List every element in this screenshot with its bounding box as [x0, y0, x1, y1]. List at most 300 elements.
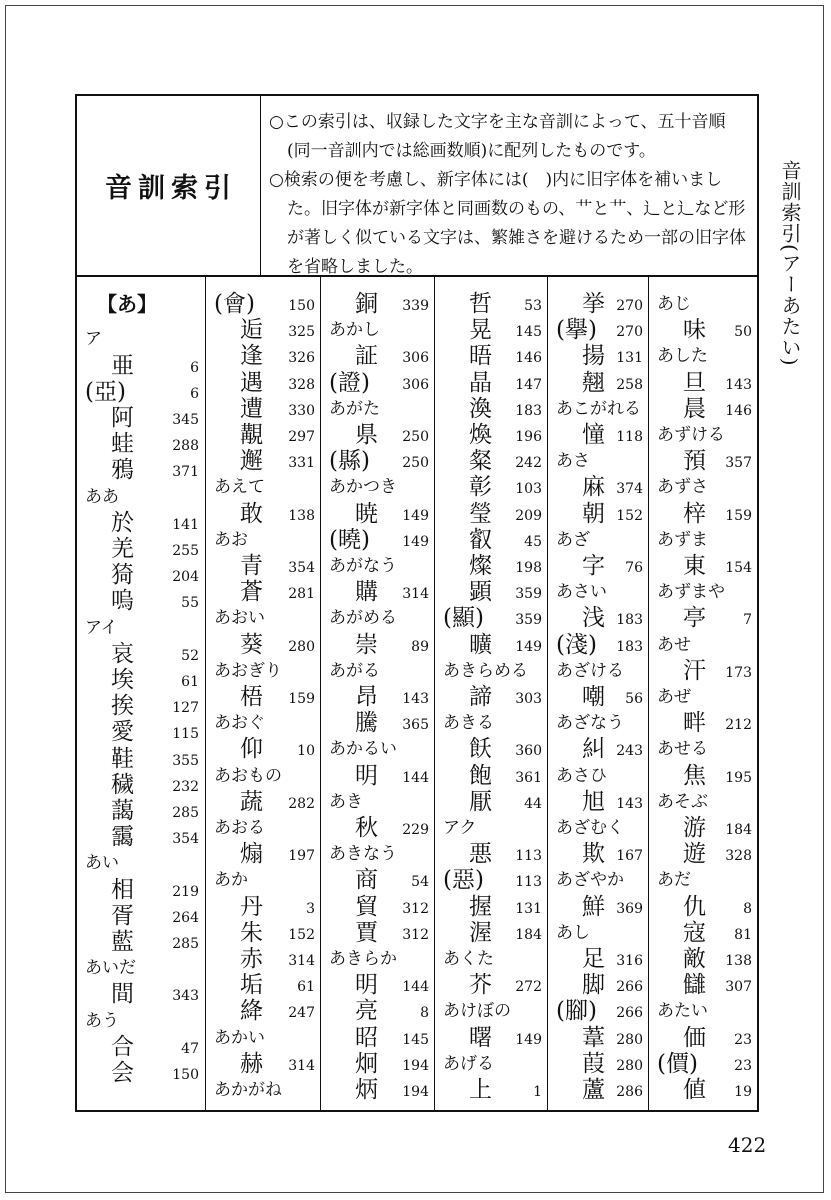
index-entry: [548, 841, 649, 867]
kanji-character: 煥: [469, 422, 492, 448]
page-ref: 183: [515, 402, 542, 419]
page-ref: 194: [402, 1084, 429, 1100]
index-entry: [321, 632, 435, 658]
reading-heading: あかがね: [214, 1080, 282, 1100]
page-ref: 314: [288, 953, 315, 969]
page-ref: 115: [172, 726, 199, 743]
kanji-character: 蛙: [111, 431, 134, 458]
kanji-character: 鮮: [582, 893, 605, 920]
kanji-character: 購: [355, 579, 378, 606]
index-entry: [321, 763, 435, 789]
page-ref: 272: [515, 979, 542, 996]
page-ref: 316: [616, 953, 643, 969]
kanji-character: 証: [355, 343, 378, 370]
page-ref: 303: [515, 691, 542, 707]
page-ref: 354: [172, 831, 199, 848]
index-entry: [77, 719, 205, 745]
page-ref: 154: [725, 560, 752, 576]
page-ref: 53: [524, 298, 542, 314]
index-entry: [548, 291, 649, 317]
index-entry: [77, 1060, 205, 1086]
page-ref: 328: [725, 848, 752, 865]
page-ref: 19: [734, 1084, 752, 1100]
reading-heading: あがる: [329, 660, 380, 681]
index-entry: [548, 422, 649, 448]
page-ref: 138: [725, 953, 752, 969]
kanji-character: 穢: [111, 771, 134, 798]
index-entry: [548, 1051, 649, 1077]
index-entry: [206, 501, 321, 527]
index-entry: [435, 867, 548, 893]
kanji-character: 藹: [111, 797, 134, 824]
index-entry: [435, 474, 548, 500]
index-entry: [321, 422, 435, 448]
page-ref: 145: [515, 324, 542, 341]
reading-heading: あきらめる: [443, 660, 528, 681]
kanji-character: 晨: [683, 395, 706, 422]
index-entry: [649, 972, 758, 998]
kanji-character: 朝: [582, 500, 605, 527]
page-ref: 360: [515, 743, 542, 760]
page-ref: 61: [181, 673, 199, 690]
kanji-character: 渙: [469, 395, 492, 422]
kanji-character: 合: [111, 1033, 134, 1060]
page-ref: 118: [616, 429, 643, 445]
reading-heading: あがた: [329, 398, 380, 419]
page-ref: 145: [402, 1031, 429, 1048]
reading-heading: あいだ: [85, 958, 136, 979]
index-entry: [206, 684, 321, 710]
index-entry: [206, 632, 321, 658]
index-entry: [548, 1077, 649, 1103]
index-entry: [206, 317, 321, 343]
reading-heading: あがなう: [329, 556, 397, 576]
page-ref: 113: [515, 874, 542, 891]
index-box: [75, 94, 759, 1112]
page-ref: 330: [288, 402, 315, 419]
page-ref: 297: [288, 429, 315, 445]
kanji-character: 貿: [355, 893, 378, 920]
kanji-character: 字: [582, 553, 605, 579]
index-entry: [206, 736, 321, 762]
reading-heading: あげる: [443, 1053, 494, 1074]
page-ref: 149: [515, 1031, 542, 1048]
index-entry: [649, 841, 758, 867]
index-entry: [321, 684, 435, 710]
index-entry: [206, 370, 321, 396]
kanji-character: 讎: [683, 972, 706, 999]
index-entry: [435, 1077, 548, 1103]
kanji-character: 赤: [240, 946, 263, 972]
index-entry: [206, 343, 321, 369]
index-entry: [77, 929, 205, 955]
kanji-character: 飫: [469, 736, 492, 763]
page-ref: 23: [734, 1031, 752, 1048]
kanji-character: 亭: [683, 605, 706, 632]
index-entry: [321, 815, 435, 841]
reading-heading: あくた: [443, 949, 494, 969]
index-entry: [548, 317, 649, 343]
kanji-character: 垢: [240, 972, 263, 999]
page-ref: 1: [533, 1084, 542, 1100]
reading-heading: あずさ: [657, 477, 708, 498]
index-entry: [435, 841, 548, 867]
kanji-character: 寇: [683, 919, 706, 946]
kanji-character: 葵: [240, 631, 263, 658]
kanji-character: 叡: [469, 526, 492, 553]
kanji-character: 秋: [355, 815, 378, 841]
reading-heading: あお: [214, 529, 248, 550]
reading-heading: あずまや: [657, 582, 725, 603]
index-entry: [649, 894, 758, 920]
kanji-character: 厭: [469, 788, 492, 815]
index-entry: [649, 317, 758, 343]
kanji-character: 埃: [111, 666, 134, 693]
page-ref: 144: [402, 769, 429, 786]
index-entry: [435, 1025, 548, 1051]
index-entry: [77, 588, 205, 614]
page-ref: 331: [288, 455, 315, 472]
page-ref: 8: [743, 900, 752, 917]
kanji-character: 畔: [683, 710, 706, 737]
kanji-character: 鞋: [111, 745, 134, 772]
page-ref: 138: [288, 507, 315, 524]
reading-heading: あおぎり: [214, 660, 282, 681]
index-entry: [548, 343, 649, 369]
kanji-character: 旭: [582, 788, 605, 815]
kanji-character: 絳: [240, 998, 263, 1025]
reading-heading: あおい: [214, 608, 265, 629]
page-ref: 184: [725, 822, 752, 838]
index-entry: [77, 353, 205, 379]
index-entry: [649, 658, 758, 684]
index-entry: [206, 1051, 321, 1077]
index-entry: [435, 894, 548, 920]
index-column: [434, 277, 548, 1112]
kanji-character: 騰: [355, 710, 378, 737]
reading-heading: あずま: [657, 529, 708, 550]
reading-heading: あずける: [657, 425, 725, 445]
index-entry: [435, 763, 548, 789]
page-ref: 357: [725, 455, 752, 472]
kanji-character: 胥: [111, 902, 134, 929]
kanji-character: (顯): [443, 605, 484, 632]
index-entry: [435, 605, 548, 631]
kanji-character: 逅: [240, 317, 263, 344]
reading-heading: あこがれる: [556, 398, 641, 419]
index-entry: [77, 536, 205, 562]
page-ref: 288: [172, 438, 199, 455]
page-ref: 150: [288, 298, 315, 314]
reading-heading: ア: [85, 329, 102, 350]
kanji-character: 顕: [469, 579, 492, 606]
page-ref: 232: [172, 778, 199, 795]
kanji-character: 邂: [240, 448, 263, 475]
kanji-character: 遇: [240, 369, 263, 396]
index-entry: [206, 946, 321, 972]
page-ref: 54: [411, 874, 429, 891]
page-ref: 159: [288, 691, 315, 707]
index-column: [77, 277, 205, 1112]
kanji-character: 煽: [240, 841, 263, 868]
page-ref: 374: [616, 481, 643, 498]
page-ref: 8: [420, 1005, 429, 1022]
kanji-character: 県: [355, 422, 378, 448]
page-ref: 56: [625, 691, 643, 707]
index-entry: [435, 736, 548, 762]
index-header: [77, 96, 757, 277]
page-ref: 146: [725, 402, 752, 419]
index-entry: [435, 370, 548, 396]
kanji-character: 朱: [240, 919, 263, 946]
page-ref: 152: [616, 507, 643, 524]
reading-heading: あかし: [329, 320, 380, 341]
kanji-character: 於: [111, 509, 134, 536]
page-ref: 45: [524, 533, 542, 550]
index-entry: [77, 903, 205, 929]
index-entry: [548, 1025, 649, 1051]
index-entry: [206, 553, 321, 579]
kanji-character: 羌: [111, 535, 134, 562]
kanji-character: 相: [111, 876, 134, 903]
kanji-character: 賈: [355, 919, 378, 946]
index-entry: [548, 789, 649, 815]
kanji-character: 欺: [582, 841, 605, 868]
index-column: [320, 277, 435, 1112]
kanji-character: (會): [214, 291, 255, 317]
index-entry: [435, 317, 548, 343]
reading-heading: あさひ: [556, 765, 607, 786]
page-ref: 270: [616, 298, 643, 314]
kanji-character: 仰: [240, 736, 263, 763]
note-2: ○検索の便を考慮し、新字体には( )内に旧字体を補いました。旧字体が新字体と同画数のもの、艹と艹、辶と辶など形が著しく似ている文字は、繁雑さを避けるため一部の旧字体を省略しました。: [269, 170, 746, 277]
index-entry: [206, 448, 321, 474]
kanji-character: 逢: [240, 343, 263, 370]
page-ref: 149: [402, 533, 429, 550]
kanji-character: 芥: [469, 972, 492, 999]
kanji-character: 曠: [469, 631, 492, 658]
reading-heading: あざやか: [556, 870, 624, 891]
page-ref: 143: [616, 795, 643, 812]
page-ref: 247: [288, 1005, 315, 1022]
kanji-character: (亞): [85, 378, 126, 405]
page-ref: 149: [515, 638, 542, 655]
index-entry: [321, 1051, 435, 1077]
reading-heading: あだ: [657, 870, 691, 891]
reading-heading: あせ: [657, 634, 691, 655]
page-ref: 196: [515, 429, 542, 445]
index-entry: [77, 981, 205, 1007]
kanji-character: 蒼: [240, 579, 263, 606]
page-ref: 280: [616, 1031, 643, 1048]
page-ref: 266: [616, 979, 643, 996]
page-ref: 328: [288, 376, 315, 393]
index-entry: [321, 579, 435, 605]
reading-heading: あざける: [556, 660, 624, 681]
index-entry: [206, 920, 321, 946]
reading-heading: あおる: [214, 818, 265, 838]
page-ref: 314: [288, 1057, 315, 1074]
index-entry: [548, 894, 649, 920]
page-ref: 47: [181, 1040, 199, 1057]
reading-heading: あう: [85, 1010, 119, 1031]
index-entry: [77, 798, 205, 824]
reading-heading: あさい: [556, 582, 607, 603]
page-ref: 306: [402, 376, 429, 393]
kanji-character: 梧: [240, 684, 263, 710]
kanji-character: (價): [657, 1050, 698, 1077]
index-entry: [321, 527, 435, 553]
page-ref: 152: [288, 926, 315, 943]
page-ref: 339: [402, 298, 429, 314]
page-ref: 209: [515, 507, 542, 524]
kanji-character: 哲: [469, 291, 492, 317]
page-ref: 52: [181, 647, 199, 664]
page-ref: 314: [402, 586, 429, 603]
page-ref: 131: [616, 350, 643, 367]
kanji-character: 明: [355, 762, 378, 789]
page-ref: 365: [402, 717, 429, 734]
kanji-character: 翹: [582, 369, 605, 396]
kanji-character: 価: [683, 1024, 706, 1051]
kanji-character: 揚: [582, 343, 605, 370]
index-entry: [548, 501, 649, 527]
page-ref: 89: [411, 638, 429, 655]
page-ref: 355: [172, 752, 199, 769]
kanji-character: 梓: [683, 500, 706, 527]
kanji-character: 葭: [582, 1050, 605, 1077]
kanji-character: 脚: [582, 972, 605, 999]
index-entry: [548, 684, 649, 710]
page-ref: 280: [288, 638, 315, 655]
index-entry: [649, 448, 758, 474]
kanji-character: 預: [683, 448, 706, 475]
note-1: ○この索引は、収録した文字を主な音訓によって、五十音順(同一音訓内では総画数順)に配列したものです。: [269, 112, 726, 161]
kanji-character: 上: [469, 1077, 492, 1103]
kanji-character: 炳: [355, 1077, 378, 1103]
page-ref: 281: [288, 586, 315, 603]
header-notes: [269, 108, 749, 282]
index-entry: [548, 946, 649, 972]
index-entry: [649, 1025, 758, 1051]
kanji-character: 嘲: [582, 684, 605, 710]
index-entry: [77, 667, 205, 693]
index-entry: [435, 920, 548, 946]
page-ref: 127: [172, 700, 199, 717]
kanji-character: 挙: [582, 291, 605, 317]
page-number: 422: [728, 1133, 767, 1157]
index-entry: [77, 379, 205, 405]
index-entry: [77, 824, 205, 850]
kanji-character: 敵: [683, 946, 706, 972]
page-ref: 204: [172, 569, 199, 586]
kanji-character: 憧: [582, 422, 605, 448]
kanji-character: (證): [329, 369, 370, 396]
reading-heading: あき: [329, 791, 363, 812]
page-ref: 159: [725, 507, 752, 524]
kanji-character: 燦: [469, 553, 492, 579]
page-ref: 76: [625, 560, 643, 576]
kanji-character: 藍: [111, 928, 134, 955]
page-ref: 10: [297, 743, 315, 760]
kanji-character: 明: [355, 972, 378, 999]
page-ref: 81: [734, 926, 752, 943]
reading-heading: あさ: [556, 451, 590, 472]
page-ref: 113: [515, 848, 542, 865]
index-entry: [206, 998, 321, 1024]
index-entry: [77, 1034, 205, 1060]
index-column: [547, 277, 649, 1112]
index-entry: [321, 501, 435, 527]
kanji-character: 汗: [683, 657, 706, 684]
index-entry: [77, 693, 205, 719]
page-ref: 146: [515, 350, 542, 367]
page-ref: 312: [402, 900, 429, 917]
page-ref: 55: [181, 595, 199, 612]
kanji-character: 阿: [111, 404, 134, 431]
page-ref: 326: [288, 350, 315, 367]
reading-heading: あじ: [657, 294, 691, 314]
page-ref: 3: [306, 900, 315, 917]
kanji-character: 炯: [355, 1050, 378, 1077]
kanji-character: 蔬: [240, 788, 263, 815]
kanji-character: (腳): [556, 998, 597, 1025]
side-running-title: 音訓索引(アーあたい): [778, 160, 802, 367]
kanji-character: (曉): [329, 526, 370, 553]
index-entry: [548, 736, 649, 762]
page-ref: 212: [725, 717, 752, 734]
index-entry: [77, 562, 205, 588]
kanji-character: 嗚: [111, 588, 134, 615]
kanji-character: 曙: [469, 1024, 492, 1051]
reading-heading: あきらか: [329, 949, 397, 969]
index-entry: [435, 684, 548, 710]
reading-heading: アク: [443, 818, 477, 838]
index-entry: [77, 746, 205, 772]
kanji-character: 崇: [355, 631, 378, 658]
kanji-character: 東: [683, 553, 706, 579]
page-ref: 282: [288, 795, 315, 812]
page-ref: 258: [616, 376, 643, 393]
page-ref: 306: [402, 350, 429, 367]
kanji-character: 商: [355, 867, 378, 894]
reading-heading: あかつき: [329, 477, 397, 498]
reading-heading: ああ: [85, 486, 119, 507]
page-ref: 266: [616, 1005, 643, 1022]
page-ref: 280: [616, 1057, 643, 1074]
page-ref: 255: [172, 542, 199, 559]
index-entry: [435, 527, 548, 553]
index-entry: [206, 894, 321, 920]
reading-heading: あぜ: [657, 687, 691, 707]
kanji-character: 彰: [469, 474, 492, 501]
section-heading: 【あ】: [97, 292, 157, 316]
index-entry: [321, 920, 435, 946]
kanji-character: 旦: [683, 369, 706, 396]
kanji-character: 晤: [469, 343, 492, 370]
page-ref: 6: [190, 385, 199, 402]
kanji-character: 昂: [355, 684, 378, 710]
page-ref: 143: [402, 691, 429, 707]
kanji-character: 晃: [469, 317, 492, 344]
index-entry: [206, 422, 321, 448]
index-entry: [435, 789, 548, 815]
reading-heading: あがめる: [329, 608, 397, 629]
kanji-character: 亮: [355, 998, 378, 1025]
kanji-character: 足: [582, 946, 605, 972]
index-entry: [77, 510, 205, 536]
page-ref: 359: [515, 586, 542, 603]
